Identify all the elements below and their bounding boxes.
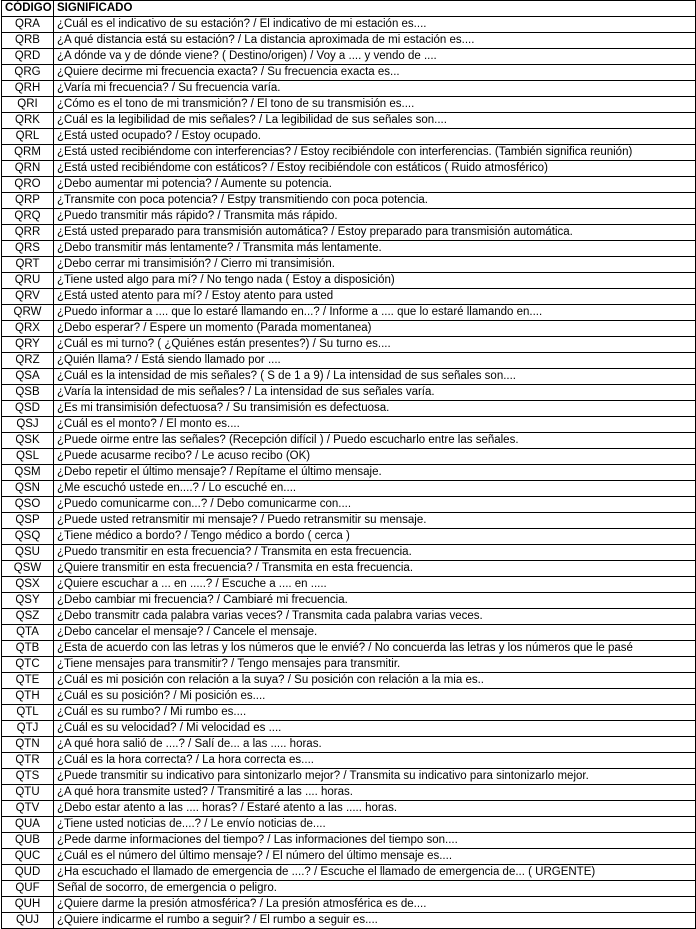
table-row xyxy=(2,689,696,705)
q-code-cell: QRI xyxy=(2,97,54,113)
table-row xyxy=(2,321,696,337)
q-code-cell: QRQ xyxy=(2,209,54,225)
table-row xyxy=(2,545,696,561)
meaning-cell: ¿Tiene usted algo para mí? / No tengo nada ( Estoy a disposición) xyxy=(54,273,696,289)
table-row xyxy=(2,657,696,673)
meaning-cell: ¿Debo cambiar mi frecuencia? / Cambiaré mi frecuencia. xyxy=(54,593,696,609)
q-code-cell: QUB xyxy=(2,833,54,849)
table-row xyxy=(2,305,696,321)
q-code-cell: QSU xyxy=(2,545,54,561)
table-row xyxy=(2,241,696,257)
q-code-cell: QSM xyxy=(2,465,54,481)
q-code-cell: QTJ xyxy=(2,721,54,737)
meaning-cell: ¿Cuál es el número del último mensaje? / El número del último mensaje es.... xyxy=(54,849,696,865)
q-code-cell: QTC xyxy=(2,657,54,673)
table-row xyxy=(2,209,696,225)
meaning-cell: ¿Quiere indicarme el rumbo a seguir? / El rumbo a seguir es.... xyxy=(54,913,696,929)
q-code-cell: QSP xyxy=(2,513,54,529)
meaning-cell: ¿Cómo es el tono de mi transmición? / El tono de su transmisión es.... xyxy=(54,97,696,113)
meaning-cell: ¿Quiere darme la presión atmosférica? / La presión atmosférica es de.... xyxy=(54,897,696,913)
meaning-cell: Señal de socorro, de emergencia o peligro. xyxy=(54,881,696,897)
table-row xyxy=(2,81,696,97)
q-code-cell: QTN xyxy=(2,737,54,753)
q-code-cell: QTS xyxy=(2,769,54,785)
meaning-cell: ¿Debo aumentar mi potencia? / Aumente su potencia. xyxy=(54,177,696,193)
table-row xyxy=(2,913,696,929)
meaning-cell: ¿Esta de acuerdo con las letras y los números que le envié? / No concuerda las letras y los números que le pasé xyxy=(54,641,696,657)
q-code-cell: QTE xyxy=(2,673,54,689)
table-body xyxy=(2,17,696,929)
meaning-cell: ¿Cuál es el indicativo de su estación? / El indicativo de mi estación es.... xyxy=(54,17,696,33)
q-code-cell: QTB xyxy=(2,641,54,657)
meaning-cell: ¿Está usted recibiéndome con estáticos? / Estoy recibiéndole con estáticos ( Ruido atmosférico) xyxy=(54,161,696,177)
table-row xyxy=(2,161,696,177)
table-row xyxy=(2,481,696,497)
meaning-cell: ¿A dónde va y de dónde viene? ( Destino/origen) / Voy a .... y vendo de .... xyxy=(54,49,696,65)
q-code-cell: QRW xyxy=(2,305,54,321)
table-row xyxy=(2,513,696,529)
table-row xyxy=(2,417,696,433)
table-row xyxy=(2,225,696,241)
q-code-cell: QUJ xyxy=(2,913,54,929)
q-code-cell: QRT xyxy=(2,257,54,273)
meaning-cell: ¿Debo transmitr cada palabra varias veces? / Transmita cada palabra varias veces. xyxy=(54,609,696,625)
q-code-cell: QTH xyxy=(2,689,54,705)
q-code-cell: QUA xyxy=(2,817,54,833)
table-row xyxy=(2,801,696,817)
q-code-cell: QRG xyxy=(2,65,54,81)
q-code-cell: QSQ xyxy=(2,529,54,545)
q-code-cell: QRM xyxy=(2,145,54,161)
q-code-cell: QTR xyxy=(2,753,54,769)
header-row xyxy=(2,1,696,17)
meaning-cell: ¿Quiere escuchar a ... en .....? / Escuche a .... en ..... xyxy=(54,577,696,593)
meaning-cell: ¿Cuál es la hora correcta? / La hora correcta es.... xyxy=(54,753,696,769)
q-code-cell: QSZ xyxy=(2,609,54,625)
q-code-cell: QRD xyxy=(2,49,54,65)
table-row xyxy=(2,753,696,769)
table-row xyxy=(2,273,696,289)
meaning-cell: ¿A qué hora salió de ....? / Salí de... a las ..... horas. xyxy=(54,737,696,753)
q-code-cell: QRN xyxy=(2,161,54,177)
meaning-cell: ¿Tiene usted noticias de....? / Le envío noticias de.... xyxy=(54,817,696,833)
table-row xyxy=(2,385,696,401)
q-code-cell: QTL xyxy=(2,705,54,721)
table-row xyxy=(2,353,696,369)
table-row xyxy=(2,257,696,273)
meaning-cell: ¿Debo cancelar el mensaje? / Cancele el mensaje. xyxy=(54,625,696,641)
q-code-cell: QSB xyxy=(2,385,54,401)
meaning-cell: ¿Quién llama? / Está siendo llamado por .... xyxy=(54,353,696,369)
meaning-cell: ¿Cuál es mi posición con relación a la suya? / Su posición con relación a la mia es.. xyxy=(54,673,696,689)
q-code-cell: QSN xyxy=(2,481,54,497)
table-row xyxy=(2,833,696,849)
q-code-cell: QTU xyxy=(2,785,54,801)
meaning-cell: ¿Ha escuchado el llamado de emergencia de ....? / Escuche el llamado de emergencia de... ( URGENTE) xyxy=(54,865,696,881)
meaning-cell: ¿Puedo comunicarme con...? / Debo comunicarme con.... xyxy=(54,497,696,513)
table-row xyxy=(2,881,696,897)
meaning-cell: ¿Cuál es la intensidad de mis señales? ( S de 1 a 9) / La intensidad de sus señales son.... xyxy=(54,369,696,385)
table-row xyxy=(2,897,696,913)
table-row xyxy=(2,609,696,625)
meaning-cell: ¿Puede acusarme recibo? / Le acuso recibo (OK) xyxy=(54,449,696,465)
table-row xyxy=(2,145,696,161)
meaning-cell: ¿Tiene mensajes para transmitir? / Tengo mensajes para transmitir. xyxy=(54,657,696,673)
q-code-cell: QRH xyxy=(2,81,54,97)
meaning-cell: ¿Cuál es su rumbo? / Mi rumbo es.... xyxy=(54,705,696,721)
table-row xyxy=(2,721,696,737)
table-row xyxy=(2,529,696,545)
meaning-cell: ¿Me escuchó ustede en....? / Lo escuché en.... xyxy=(54,481,696,497)
meaning-cell: ¿Debo esperar? / Espere un momento (Parada momentanea) xyxy=(54,321,696,337)
header-code: CÓDIGO xyxy=(2,1,54,17)
table-row xyxy=(2,769,696,785)
meaning-cell: ¿Puedo informar a .... que lo estaré llamando en...? / Informe a .... que lo estaré llamando en.... xyxy=(54,305,696,321)
q-code-cell: QSK xyxy=(2,433,54,449)
q-code-cell: QUC xyxy=(2,849,54,865)
meaning-cell: ¿Pede darme informaciones del tiempo? / Las informaciones del tiempo son.... xyxy=(54,833,696,849)
q-code-cell: QSX xyxy=(2,577,54,593)
meaning-cell: ¿Transmite con poca potencia? / Estpy transmitiendo con poca potencia. xyxy=(54,193,696,209)
q-code-cell: QRX xyxy=(2,321,54,337)
meaning-cell: ¿Es mi transimisión defectuosa? / Su transimisión es defectuosa. xyxy=(54,401,696,417)
table-row xyxy=(2,449,696,465)
q-code-cell: QSO xyxy=(2,497,54,513)
meaning-cell: ¿Está usted atento para mí? / Estoy atento para usted xyxy=(54,289,696,305)
table-row xyxy=(2,97,696,113)
q-code-cell: QRY xyxy=(2,337,54,353)
meaning-cell: ¿Debo cerrar mi transimisión? / Cierro mi transimisión. xyxy=(54,257,696,273)
meaning-cell: ¿Puedo transmitir en esta frecuencia? / Transmita en esta frecuencia. xyxy=(54,545,696,561)
meaning-cell: ¿Debo transmitir más lentamente? / Transmita más lentamente. xyxy=(54,241,696,257)
table-row xyxy=(2,705,696,721)
table-row xyxy=(2,33,696,49)
q-code-cell: QRL xyxy=(2,129,54,145)
q-code-cell: QUH xyxy=(2,897,54,913)
table-row xyxy=(2,497,696,513)
table-row xyxy=(2,593,696,609)
table-row xyxy=(2,129,696,145)
table-row xyxy=(2,817,696,833)
q-code-cell: QSD xyxy=(2,401,54,417)
meaning-cell: ¿A qué distancia está su estación? / La distancia aproximada de mi estación es.... xyxy=(54,33,696,49)
q-code-cell: QUD xyxy=(2,865,54,881)
q-code-cell: QRK xyxy=(2,113,54,129)
meaning-cell: ¿Está usted preparado para transmisión automática? / Estoy preparado para transmisión automática. xyxy=(54,225,696,241)
table-row xyxy=(2,465,696,481)
meaning-cell: ¿Cuál es la legibilidad de mis señales? / La legibilidad de sus señales son.... xyxy=(54,113,696,129)
meaning-cell: ¿Debo repetir el último mensaje? / Repítame el último mensaje. xyxy=(54,465,696,481)
q-code-cell: QRR xyxy=(2,225,54,241)
table-row xyxy=(2,673,696,689)
table-row xyxy=(2,65,696,81)
table-row xyxy=(2,337,696,353)
q-code-table xyxy=(1,0,696,929)
table-row xyxy=(2,577,696,593)
meaning-cell: ¿Cuál es mi turno? ( ¿Quiénes están presentes?) / Su turno es.... xyxy=(54,337,696,353)
table-row xyxy=(2,625,696,641)
meaning-cell: ¿Debo estar atento a las .... horas? / Estaré atento a las ..... horas. xyxy=(54,801,696,817)
meaning-cell: ¿Tiene médico a bordo? / Tengo médico a bordo ( cerca ) xyxy=(54,529,696,545)
meaning-cell: ¿Puede transmitir su indicativo para sintonizarlo mejor? / Transmita su indicativo para sintonizarlo mejor. xyxy=(54,769,696,785)
meaning-cell: ¿Quiere decirme mi frecuencia exacta? / Su frecuencia exacta es... xyxy=(54,65,696,81)
table-row xyxy=(2,177,696,193)
meaning-cell: ¿Quiere transmitir en esta frecuencia? / Transmita en esta frecuencia. xyxy=(54,561,696,577)
table-row xyxy=(2,289,696,305)
table-row xyxy=(2,865,696,881)
meaning-cell: ¿Puede oirme entre las señales? (Recepción difícil ) / Puedo escucharlo entre las señales. xyxy=(54,433,696,449)
q-code-cell: QRZ xyxy=(2,353,54,369)
header-meaning: SIGNIFICADO xyxy=(54,1,696,17)
q-code-cell: QSJ xyxy=(2,417,54,433)
table-row xyxy=(2,561,696,577)
meaning-cell: ¿Puedo transmitir más rápido? / Transmita más rápido. xyxy=(54,209,696,225)
meaning-cell: ¿Está usted ocupado? / Estoy ocupado. xyxy=(54,129,696,145)
meaning-cell: ¿Cuál es su velocidad? / Mi velocidad es .... xyxy=(54,721,696,737)
table-row xyxy=(2,49,696,65)
table-row xyxy=(2,401,696,417)
q-code-cell: QSW xyxy=(2,561,54,577)
q-code-cell: QSL xyxy=(2,449,54,465)
q-code-cell: QRO xyxy=(2,177,54,193)
q-code-cell: QTV xyxy=(2,801,54,817)
meaning-cell: ¿Puede usted retransmitir mi mensaje? / Puedo retransmitir su mensaje. xyxy=(54,513,696,529)
q-code-cell: QRB xyxy=(2,33,54,49)
meaning-cell: ¿Varía mi frecuencia? / Su frecuencia varía. xyxy=(54,81,696,97)
q-code-cell: QRU xyxy=(2,273,54,289)
q-code-cell: QSY xyxy=(2,593,54,609)
q-code-cell: QSA xyxy=(2,369,54,385)
table-row xyxy=(2,193,696,209)
q-code-cell: QUF xyxy=(2,881,54,897)
meaning-cell: ¿A qué hora transmite usted? / Transmitiré a las .... horas. xyxy=(54,785,696,801)
q-code-cell: QRV xyxy=(2,289,54,305)
meaning-cell: ¿Cuál es su posición? / Mi posición es.... xyxy=(54,689,696,705)
meaning-cell: ¿Está usted recibiéndome con interferencias? / Estoy recibiéndole con interferencias. (También significa reunión) xyxy=(54,145,696,161)
table-row xyxy=(2,737,696,753)
table-row xyxy=(2,369,696,385)
q-code-cell: QRP xyxy=(2,193,54,209)
table-row xyxy=(2,113,696,129)
table-row xyxy=(2,17,696,33)
meaning-cell: ¿Varía la intensidad de mis señales? / La intensidad de sus señales varía. xyxy=(54,385,696,401)
table-row xyxy=(2,849,696,865)
table-row xyxy=(2,785,696,801)
q-code-cell: QRS xyxy=(2,241,54,257)
meaning-cell: ¿Cuál es el monto? / El monto es.... xyxy=(54,417,696,433)
table-row xyxy=(2,433,696,449)
q-code-cell: QRA xyxy=(2,17,54,33)
table-row xyxy=(2,641,696,657)
q-code-cell: QTA xyxy=(2,625,54,641)
